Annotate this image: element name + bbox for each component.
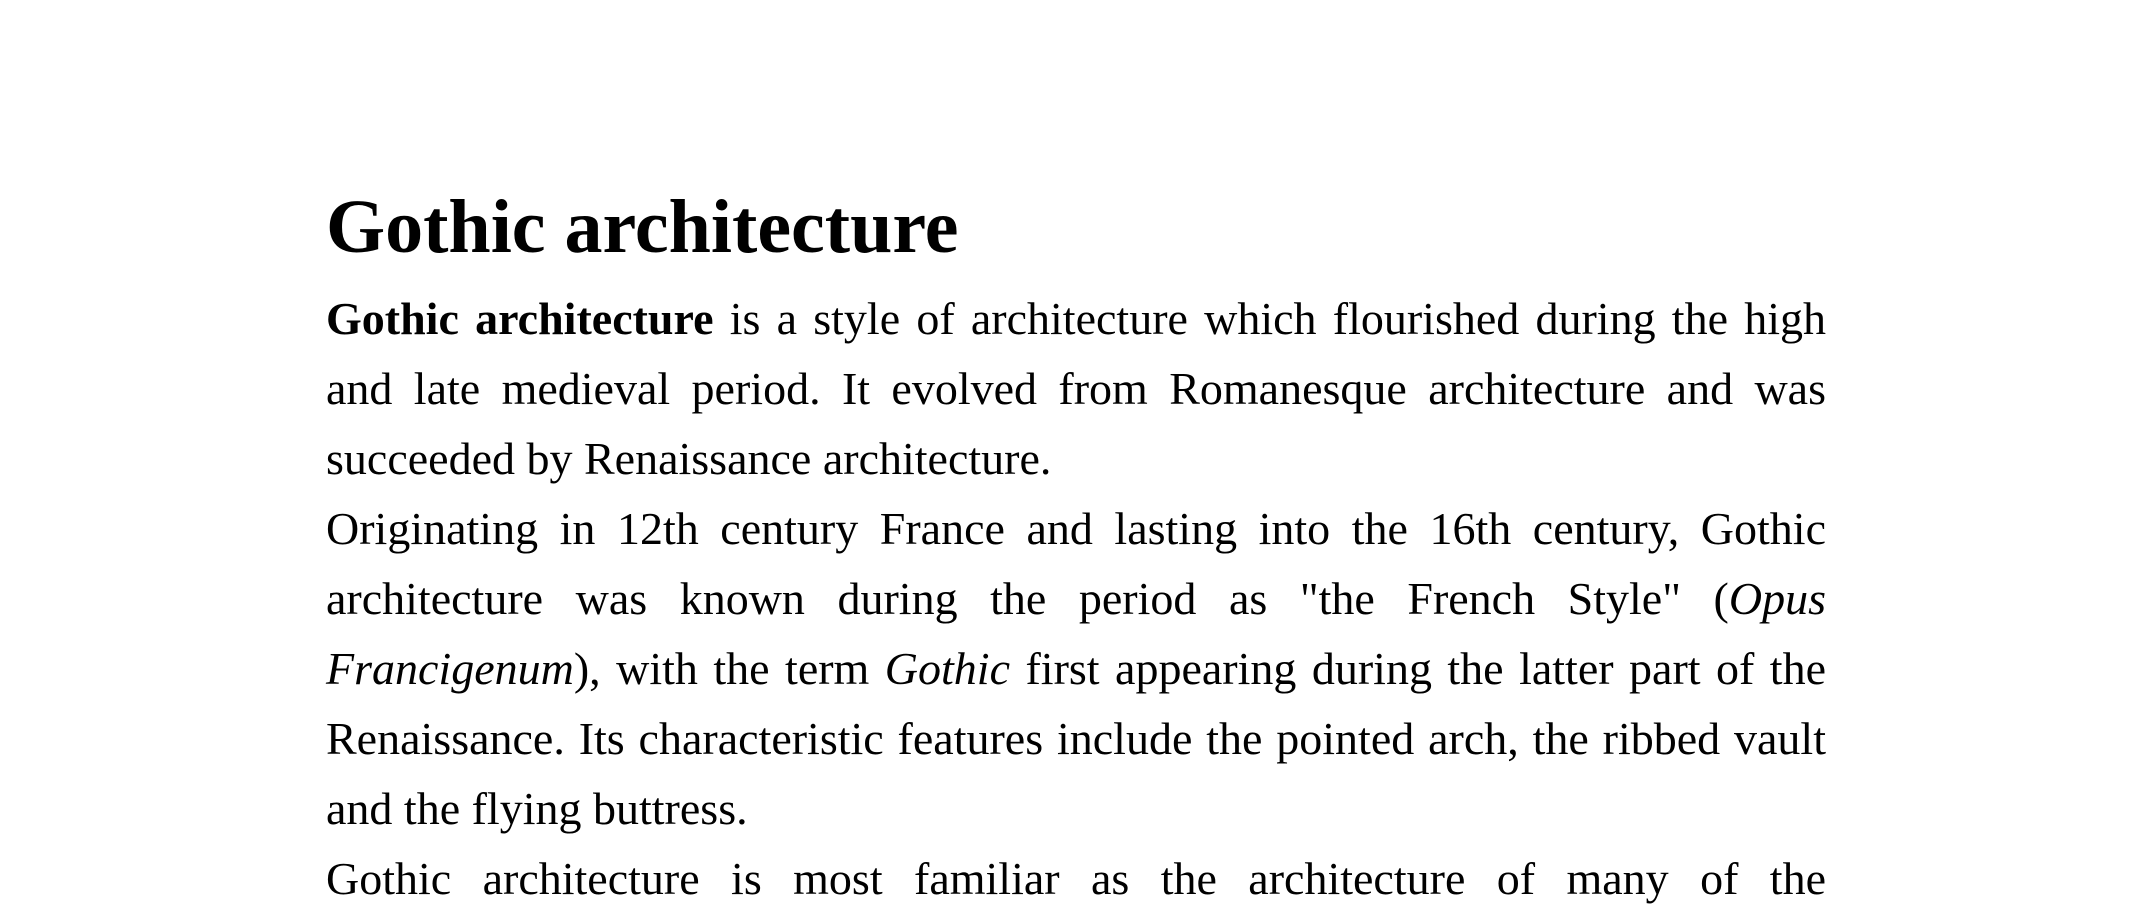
italic-term: Gothic bbox=[884, 643, 1010, 694]
bold-term: Gothic architecture bbox=[326, 293, 714, 344]
paragraph-text: Originating in 12th century France and lasting into the 16th century, Gothic architecture was known during the period as "the French Style" ( bbox=[326, 503, 1826, 624]
paragraph-text: is a style of architecture which flourished during the high and late medieval period. It evolved from Romanesque architecture and was succeeded by Renaissance architecture. bbox=[326, 293, 1826, 484]
paragraph-text: Gothic architecture is most familiar as the architecture of many of the bbox=[326, 853, 1826, 904]
italic-term: Opus Francigenum bbox=[326, 573, 1826, 694]
article-body bbox=[326, 182, 1826, 914]
paragraph-origin bbox=[326, 494, 1826, 844]
paragraph-text: ), with the term bbox=[573, 643, 885, 694]
paragraph-intro bbox=[326, 284, 1826, 494]
paragraph-familiar bbox=[326, 844, 1826, 914]
paragraph-text: first appearing during the latter part of the Renaissance. Its characteristic features include the pointed arch, the ribbed vault and the flying buttress. bbox=[326, 643, 1826, 834]
article-title: Gothic architecture bbox=[326, 185, 959, 269]
